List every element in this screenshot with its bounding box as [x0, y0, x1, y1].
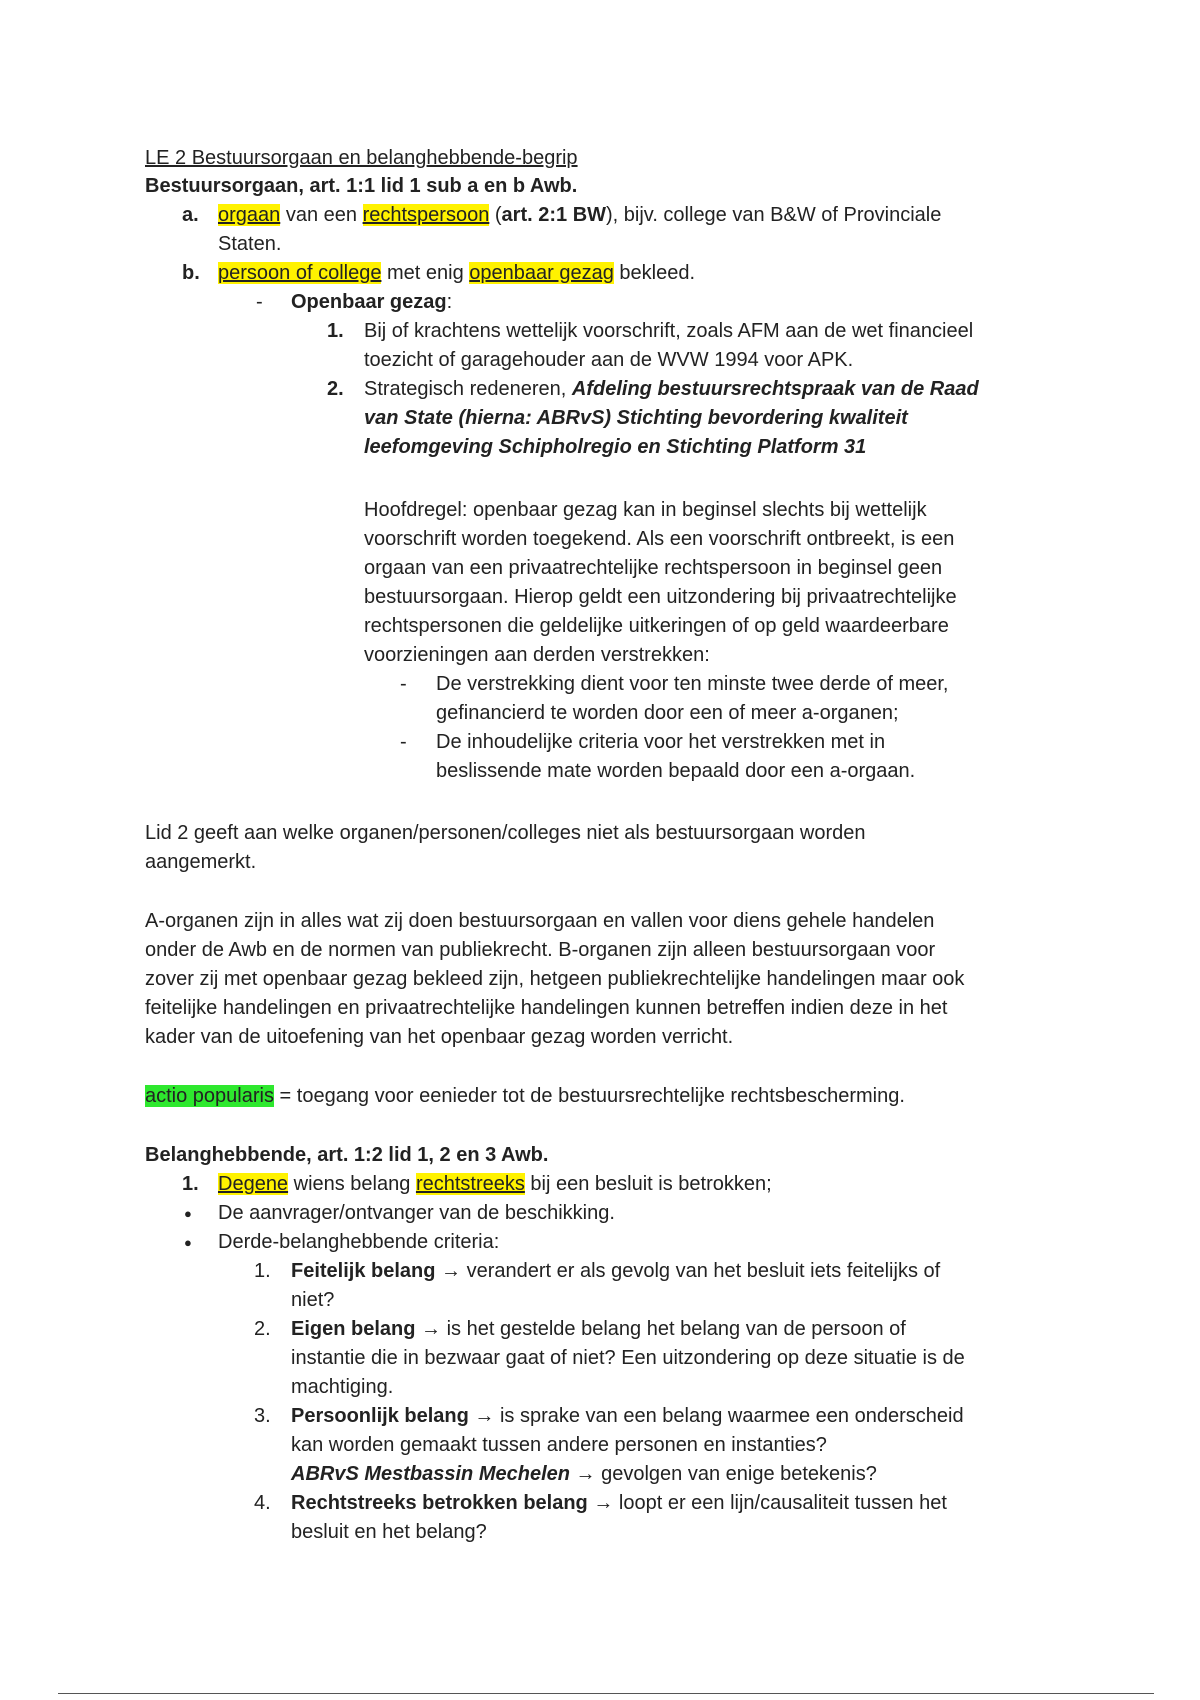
dash-item-cont: gefinancierd te worden door een of meer a-organen;	[436, 702, 899, 724]
highlight: openbaar gezag	[469, 262, 614, 284]
list-item-a: orgaan van een rechtspersoon (art. 2:1 BW), bijv. college van B&W of Provinciale	[218, 204, 942, 226]
bullet-marker: ●	[184, 1206, 192, 1221]
list-item-a-cont: Staten.	[218, 233, 282, 255]
criterion-eigen-belang: Eigen belang → is het gestelde belang het belang van de persoon of	[291, 1318, 906, 1340]
list-marker: 2.	[254, 1318, 271, 1340]
bullet-item: De aanvrager/ontvanger van de beschikking.	[218, 1202, 615, 1224]
list-marker: 3.	[254, 1405, 271, 1427]
criterion-cont: kan worden gemaakt tussen andere personen en instanties?	[291, 1434, 827, 1456]
criterion-cont: niet?	[291, 1289, 335, 1311]
page-bottom-rule	[58, 1693, 1154, 1694]
list-marker: 1.	[254, 1260, 271, 1282]
highlight-green: actio popularis	[145, 1085, 274, 1107]
criterion-rechtstreeks-belang: Rechtstreeks betrokken belang → loopt er een lijn/causaliteit tussen het	[291, 1492, 947, 1514]
section-heading-belanghebbende: Belanghebbende, art. 1:2 lid 1, 2 en 3 Awb.	[145, 1144, 549, 1166]
paragraph-line: Hoofdregel: openbaar gezag kan in beginsel slechts bij wettelijk	[364, 499, 927, 521]
dash-marker: -	[400, 731, 407, 753]
list-marker: a.	[182, 204, 199, 226]
list-item-1: Degene wiens belang rechtstreeks bij een besluit is betrokken;	[218, 1173, 772, 1195]
actio-popularis-line: actio popularis = toegang voor eenieder tot de bestuursrechtelijke rechtsbescherming.	[145, 1085, 905, 1107]
bullet-marker: ●	[184, 1235, 192, 1250]
highlight: rechtstreeks	[415, 1173, 525, 1195]
criterion-case: ABRvS Mestbassin Mechelen → gevolgen van enige betekenis?	[291, 1463, 877, 1485]
paragraph-line: orgaan van een privaatrechtelijke rechtspersoon in beginsel geen	[364, 557, 943, 579]
paragraph-line: feitelijke handelingen en privaatrechtelijke handelingen kunnen betreffen indien deze in het	[145, 997, 948, 1019]
list-marker: 1.	[327, 320, 344, 342]
dash-marker: -	[400, 673, 407, 695]
paragraph-line: zover zij met openbaar gezag bekleed zijn, hetgeen publiekrechtelijke handelingen maar ook	[145, 968, 965, 990]
paragraph-line: A-organen zijn in alles wat zij doen bestuursorgaan en vallen voor diens gehele handelen	[145, 910, 935, 932]
paragraph-line: voorzieningen aan derden verstrekken:	[364, 644, 710, 666]
sub-item-2-cont: van State (hierna: ABRvS) Stichting bevordering kwaliteit	[364, 407, 908, 429]
highlight: persoon of college	[218, 262, 382, 284]
criterion-persoonlijk-belang: Persoonlijk belang → is sprake van een belang waarmee een onderscheid	[291, 1405, 964, 1427]
dash-item-cont: beslissende mate worden bepaald door een a-orgaan.	[436, 760, 916, 782]
criterion-cont: besluit en het belang?	[291, 1521, 487, 1543]
bullet-item: Derde-belanghebbende criteria:	[218, 1231, 500, 1253]
dash-marker: -	[256, 291, 263, 313]
list-marker: 1.	[182, 1173, 199, 1195]
criterion-cont: instantie die in bezwaar gaat of niet? Een uitzondering op deze situatie is de	[291, 1347, 965, 1369]
highlight: orgaan	[218, 204, 281, 226]
paragraph-line: Lid 2 geeft aan welke organen/personen/colleges niet als bestuursorgaan worden	[145, 822, 866, 844]
list-marker: 2.	[327, 378, 344, 400]
sub-heading-openbaar-gezag: Openbaar gezag:	[291, 291, 453, 313]
sub-item-1: Bij of krachtens wettelijk voorschrift, zoals AFM aan de wet financieel	[364, 320, 974, 342]
criterion-feitelijk-belang: Feitelijk belang → verandert er als gevolg van het besluit iets feitelijks of	[291, 1260, 941, 1282]
sub-item-1-cont: toezicht of garagehouder aan de WVW 1994 voor APK.	[364, 349, 854, 371]
list-marker: b.	[182, 262, 200, 284]
dash-item: De verstrekking dient voor ten minste twee derde of meer,	[436, 673, 949, 695]
highlight: Degene	[218, 1173, 289, 1195]
paragraph-line: onder de Awb en de normen van publiekrecht. B-organen zijn alleen bestuursorgaan voor	[145, 939, 936, 961]
paragraph-line: voorschrift worden toegekend. Als een voorschrift ontbreekt, is een	[364, 528, 955, 550]
dash-item: De inhoudelijke criteria voor het verstrekken met in	[436, 731, 886, 753]
list-marker: 4.	[254, 1492, 271, 1514]
sub-item-2: Strategisch redeneren, Afdeling bestuursrechtspraak van de Raad	[364, 378, 979, 400]
document-title: LE 2 Bestuursorgaan en belanghebbende-begrip	[145, 147, 578, 169]
section-heading-bestuursorgaan: Bestuursorgaan, art. 1:1 lid 1 sub a en b Awb.	[145, 175, 578, 197]
paragraph-line: bestuursorgaan. Hierop geldt een uitzondering bij privaatrechtelijke	[364, 586, 957, 608]
paragraph-line: kader van de uitoefening van het openbaar gezag worden verricht.	[145, 1026, 734, 1048]
criterion-cont: machtiging.	[291, 1376, 394, 1398]
list-item-b: persoon of college met enig openbaar gezag bekleed.	[218, 262, 696, 284]
highlight: rechtspersoon	[362, 204, 490, 226]
paragraph-line: aangemerkt.	[145, 851, 257, 873]
sub-item-2-cont: leefomgeving Schipholregio en Stichting Platform 31	[364, 436, 867, 458]
paragraph-line: rechtspersonen die geldelijke uitkeringen of op geld waardeerbare	[364, 615, 949, 637]
